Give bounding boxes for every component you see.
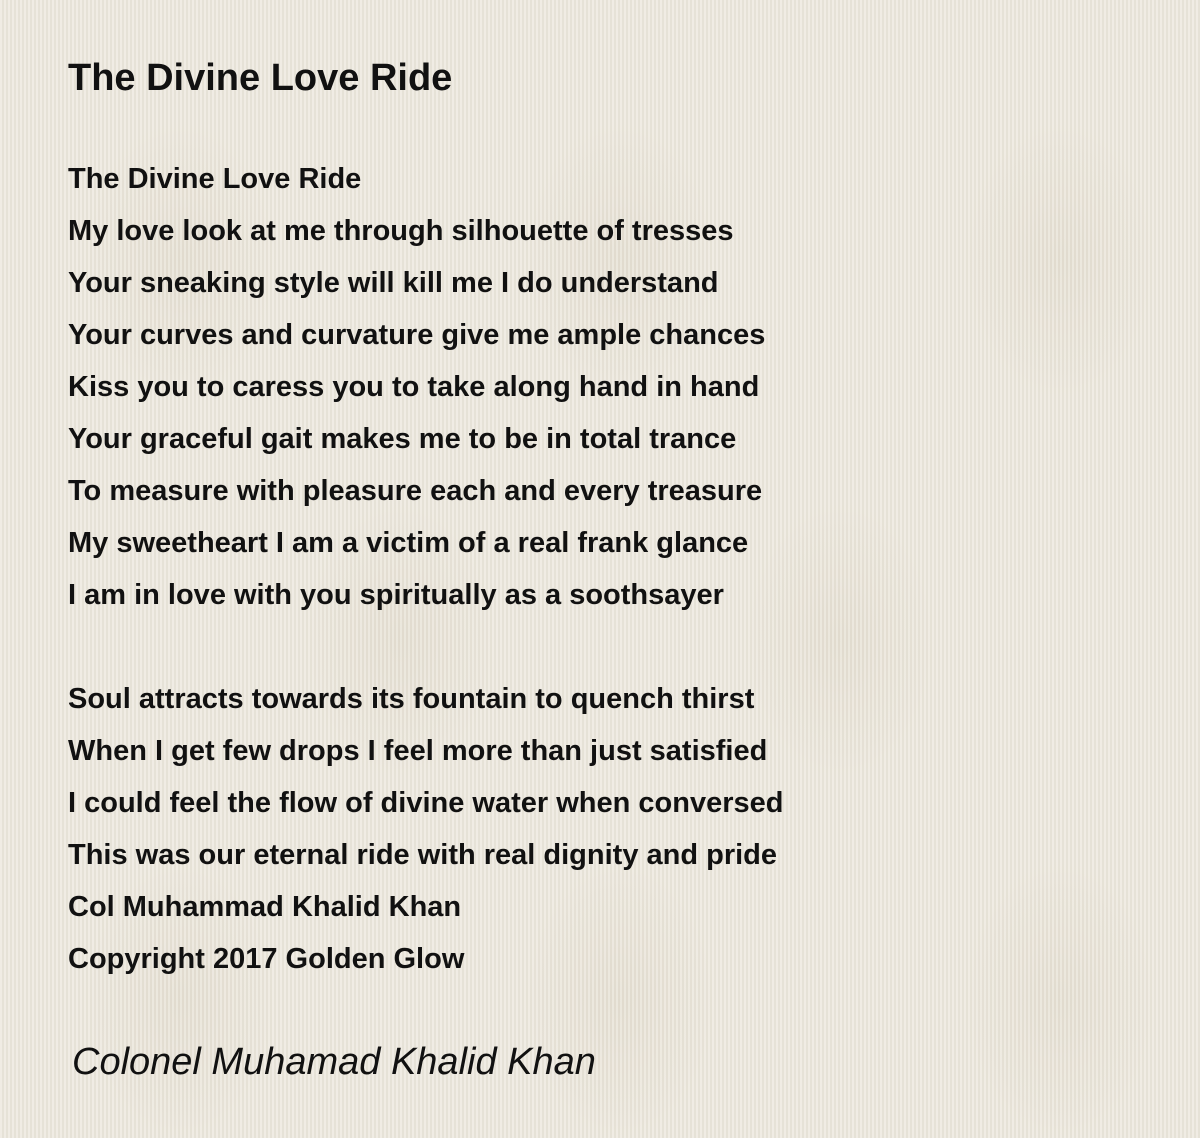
poem-line: My love look at me through silhouette of tresses [68,215,734,247]
stanza-2 [68,673,783,985]
poem-signature-line: Col Muhammad Khalid Khan [68,891,462,923]
poem-line: Your graceful gait makes me to be in total trance [68,423,737,455]
poem-line: This was our eternal ride with real dignity and pride [68,839,778,871]
poem-title: The Divine Love Ride [68,57,453,99]
poem-body [68,153,783,985]
poem-line: Kiss you to caress you to take along hand in hand [68,371,760,403]
poem-line: My sweetheart I am a victim of a real frank glance [68,527,749,559]
stanza-1 [68,153,783,621]
poem-line: Your sneaking style will kill me I do understand [68,267,719,299]
poem-line: The Divine Love Ride [68,163,362,195]
poem-line: When I get few drops I feel more than just satisfied [68,735,768,767]
poem-line: I could feel the flow of divine water when conversed [68,787,784,819]
poem-line: I am in love with you spiritually as a soothsayer [68,579,724,611]
poem-line: Your curves and curvature give me ample chances [68,319,766,351]
poem-author: Colonel Muhamad Khalid Khan [72,1041,596,1083]
poem-copyright-line: Copyright 2017 Golden Glow [68,943,465,975]
poem-line: To measure with pleasure each and every treasure [68,475,763,507]
poem-line: Soul attracts towards its fountain to quench thirst [68,683,755,715]
